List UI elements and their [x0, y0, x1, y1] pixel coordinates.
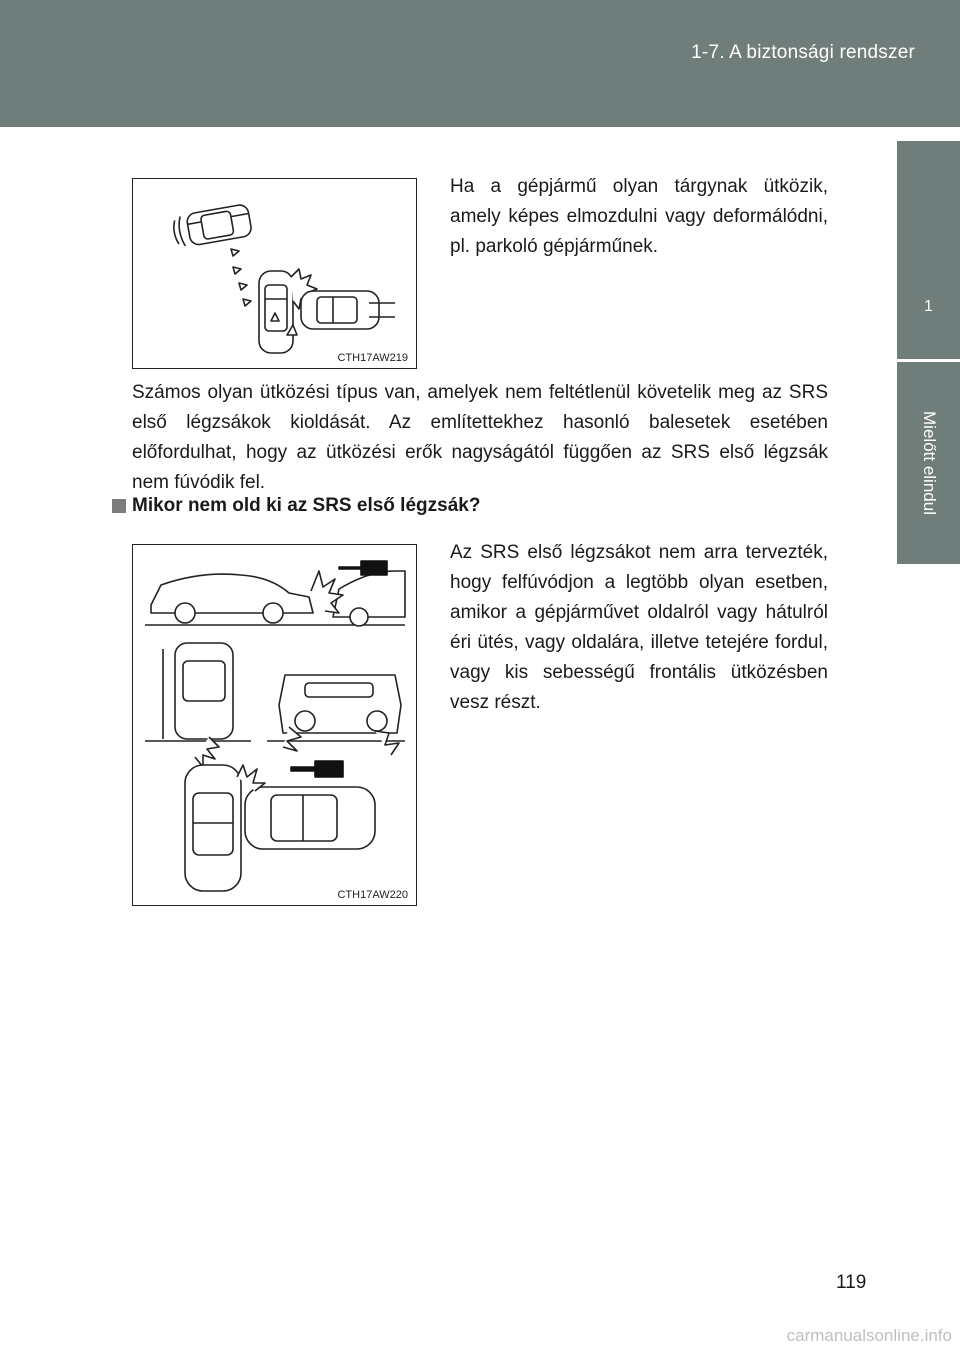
section-heading: [112, 495, 480, 517]
figure-code: CTH17AW219: [337, 352, 408, 364]
chapter-label: Mielőtt elindul: [919, 411, 939, 515]
figure1-caption: Ha a gépjármű olyan tárgynak ütközik, amely képes elmozdulni vagy deformálódni, pl. parkoló gépjárműnek.: [450, 176, 828, 257]
watermark: carmanualsonline.info: [786, 1326, 952, 1345]
section-title: 1-7. A biztonsági rendszer: [691, 42, 915, 63]
square-bullet-icon: [112, 499, 126, 513]
illustration-no-deploy-cases: [133, 545, 415, 903]
figure-code: CTH17AW220: [337, 889, 408, 901]
figure-parked-car-collision: [132, 178, 417, 369]
section-heading-text: Mikor nem old ki az SRS első légzsák?: [132, 495, 481, 516]
figure-airbag-no-deploy: [132, 544, 417, 906]
paragraph-collision-types: Számos olyan ütközési típus van, amelyek nem feltétlenül követelik meg az SRS első légzsákok kioldását. Az említettekhez hasonló balesetek esetében előfordulhat, hogy az ütközési erők nagyságától függően az SRS első légzsák nem fúvódik fel.: [132, 382, 828, 493]
chapter-number: 1: [924, 298, 933, 315]
chapter-tab: [897, 141, 960, 359]
chapter-label-wrap: [897, 362, 960, 564]
figure2-caption: Az SRS első légzsákot nem arra tervezték, hogy felfúvódjon a legtöbb olyan esetben, amikor a gépjárművet oldalról vagy hátulról éri ütés, vagy oldalára, illetve tetejére fordul, vagy kis sebességű frontális ütközésben vesz részt.: [450, 542, 828, 713]
page-number: 119: [836, 1272, 867, 1293]
illustration-collision-movable: [133, 179, 415, 367]
